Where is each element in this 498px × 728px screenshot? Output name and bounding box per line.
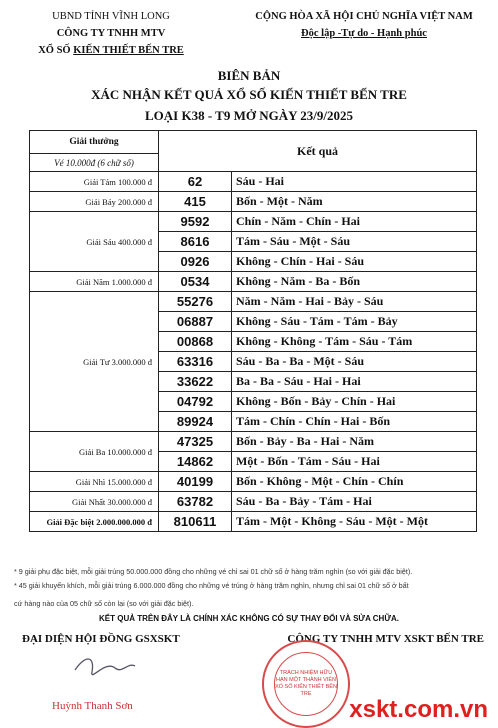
table-header-row (30, 131, 477, 154)
table-row (30, 272, 477, 292)
number-in-words: Ba - Ba - Sáu - Hai - Hai (232, 372, 477, 392)
winning-number: 0534 (159, 272, 232, 292)
header-result: Kết quả (159, 131, 477, 172)
seal-text: TRÁCH NHIỆM HỮU HẠN MỘT THÀNH VIÊN XỔ SỐ KIẾN THIẾT BẾN TRE (274, 652, 338, 716)
number-in-words: Không - Chín - Hai - Sáu (232, 252, 477, 272)
number-in-words: Bốn - Bảy - Ba - Hai - Năm (232, 432, 477, 452)
note-encouragement-cont: cứ hàng nào của 05 chữ số còn lại (so với giải đặc biệt). (14, 599, 194, 608)
prize-label: Giải Sáu 400.000 đ (30, 212, 159, 272)
table-row (30, 172, 477, 192)
table-row (30, 492, 477, 512)
winning-number: 00868 (159, 332, 232, 352)
winning-number: 33622 (159, 372, 232, 392)
winning-number: 8616 (159, 232, 232, 252)
number-in-words: Không - Sáu - Tám - Tám - Bảy (232, 312, 477, 332)
number-in-words: Bốn - Một - Năm (232, 192, 477, 212)
winning-number: 63782 (159, 492, 232, 512)
winning-number: 9592 (159, 212, 232, 232)
table-row (30, 472, 477, 492)
signatory-right-title: CÔNG TY TNHH MTV XSKT BẾN TRE (287, 633, 484, 645)
winning-number: 62 (159, 172, 232, 192)
winning-number: 14862 (159, 452, 232, 472)
number-in-words: Chín - Năm - Chín - Hai (232, 212, 477, 232)
issuer-block (6, 8, 216, 59)
company-seal (262, 640, 350, 728)
number-in-words: Tám - Một - Không - Sáu - Một - Một (232, 512, 477, 532)
site-watermark: xskt.com.vn (349, 696, 488, 723)
winning-number: 47325 (159, 432, 232, 452)
confirmation-text: KẾT QUẢ TRÊN ĐÂY LÀ CHÍNH XÁC KHÔNG CÓ SỰ THAY ĐỔI VÀ SỬA CHỮA. (99, 614, 399, 623)
table-row (30, 292, 477, 312)
number-in-words: Sáu - Ba - Bảy - Tám - Hai (232, 492, 477, 512)
prize-label: Giải Bảy 200.000 đ (30, 192, 159, 212)
number-in-words: Sáu - Ba - Ba - Một - Sáu (232, 352, 477, 372)
winning-number: 40199 (159, 472, 232, 492)
winning-number: 415 (159, 192, 232, 212)
signatory-left-title: ĐẠI DIỆN HỘI ĐỒNG GSXSKT (22, 633, 180, 645)
number-in-words: Tám - Sáu - Một - Sáu (232, 232, 477, 252)
number-in-words: Một - Bốn - Tám - Sáu - Hai (232, 452, 477, 472)
note-special-consolation: * 9 giải phụ đặc biệt, mỗi giải trúng 50.000.000 đồng cho những vé chỉ sai 01 chữ số ở hàng trăm nghìn (so với giải đặc biệt). (14, 567, 413, 576)
number-in-words: Bốn - Không - Một - Chín - Chín (232, 472, 477, 492)
prize-label: Giải Đặc biệt 2.000.000.000 đ (30, 512, 159, 532)
number-in-words: Tám - Chín - Chín - Hai - Bốn (232, 412, 477, 432)
winning-number: 89924 (159, 412, 232, 432)
handwritten-signature (70, 650, 140, 690)
signatory-left-name: Huỳnh Thanh Sơn (52, 700, 133, 712)
winning-number: 04792 (159, 392, 232, 412)
number-in-words: Không - Bốn - Bảy - Chín - Hai (232, 392, 477, 412)
winning-number: 810611 (159, 512, 232, 532)
prize-label: Giải Tư 3.000.000 đ (30, 292, 159, 432)
number-in-words: Không - Không - Tám - Sáu - Tám (232, 332, 477, 352)
prize-label: Giải Nhất 30.000.000 đ (30, 492, 159, 512)
issuer-name: XỔ SỐ KIẾN THIẾT BẾN TRE (38, 45, 184, 56)
prize-label: Giải Ba 10.000.000 đ (30, 432, 159, 472)
doc-subtitle: XÁC NHẬN KẾT QUẢ XỔ SỐ KIẾN THIẾT BẾN TRE (91, 87, 407, 102)
issuer-province: UBND TỈNH VĨNH LONG (52, 11, 170, 22)
motto-line: Độc lập -Tự do - Hạnh phúc (301, 28, 427, 39)
table-row (30, 512, 477, 532)
doc-title: BIÊN BẢN (217, 68, 281, 83)
prize-label: Giải Nhì 15.000.000 đ (30, 472, 159, 492)
country-name: CỘNG HÒA XÃ HỘI CHỦ NGHĨA VIỆT NAM (255, 11, 473, 22)
number-in-words: Năm - Năm - Hai - Bảy - Sáu (232, 292, 477, 312)
winning-number: 55276 (159, 292, 232, 312)
note-encouragement: * 45 giải khuyến khích, mỗi giải trúng 6.000.000 đồng cho những vé trúng ở hàng trăm nghìn, nhưng chỉ sai 01 chữ số ở bất (14, 581, 409, 590)
header-ticket: Vé 10.000đ (6 chữ số) (30, 154, 159, 172)
winning-number: 06887 (159, 312, 232, 332)
results-table (29, 130, 477, 532)
winning-number: 0926 (159, 252, 232, 272)
number-in-words: Sáu - Hai (232, 172, 477, 192)
prize-label: Giải Năm 1.000.000 đ (30, 272, 159, 292)
winning-number: 63316 (159, 352, 232, 372)
number-in-words: Không - Năm - Ba - Bốn (232, 272, 477, 292)
table-row (30, 432, 477, 452)
national-motto (234, 8, 494, 42)
draw-info: LOẠI K38 - T9 MỞ NGÀY 23/9/2025 (144, 108, 353, 123)
header-prize: Giải thưởng (30, 131, 159, 154)
table-row (30, 212, 477, 232)
issuer-company: CÔNG TY TNHH MTV (56, 28, 166, 39)
table-row (30, 192, 477, 212)
prize-label: Giải Tám 100.000 đ (30, 172, 159, 192)
